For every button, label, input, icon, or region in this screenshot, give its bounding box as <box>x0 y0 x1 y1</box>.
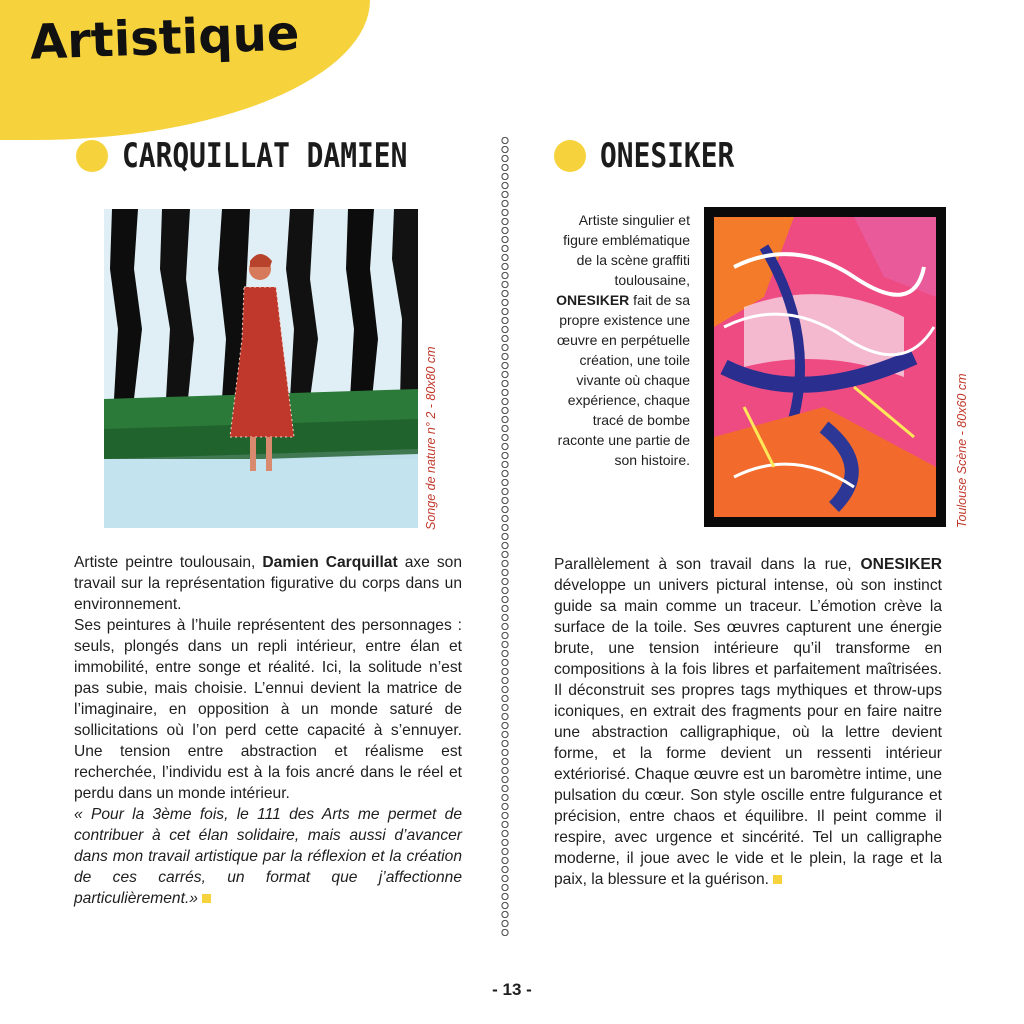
artwork-image-toulouse-scene <box>704 207 946 527</box>
artist-heading-right <box>554 136 764 176</box>
side-text-end: fait de sa propre existence une œuvre en perpétuelle création, une toile vivante où chaque expérience, chaque tracé de bombe raconte une partie de son histoire. <box>556 292 690 468</box>
quote-text: « Pour la 3ème fois, le 111 des Arts me permet de contribuer à cet élan solidaire, mais aussi d’avancer dans mon travail artistique par la réflexion et la création de ces carrés, un format que j’affectionne particulièrement.» <box>74 806 462 907</box>
end-square-icon <box>202 894 211 903</box>
left-paragraph: Ses peintures à l’huile représentent des personnages : seuls, plongés dans un repli intérieur, entre élan et immobilité, entre songe et réalité. Ici, la solitude n’est pas subie, mais choisie. L’ennui devient la matrice de l’imaginaire, en opposition à un monde saturé de sollicitations où l’on perd cette capacité à s’ennuyer. Une tension entre abstraction et réalisme est recherchée, l’individu est à la fois ancré dans le réel et perdu dans un monde intérieur. <box>74 617 462 802</box>
end-square-icon <box>773 875 782 884</box>
artwork-image-songe <box>104 209 418 528</box>
artist-name-bold: Damien Carquillat <box>262 554 398 571</box>
column-divider <box>498 136 512 936</box>
left-body <box>74 552 462 909</box>
artist-name: CARQUILLAT DAMIEN <box>122 136 408 176</box>
bullet-dot-icon <box>554 140 586 172</box>
intro-text-end: axe son travail sur la représentation figurative du corps dans un environnement. <box>74 554 463 613</box>
intro-text: Artiste peintre toulousain, <box>74 554 263 571</box>
artwork-caption-left: Songe de nature n° 2 - 80x80 cm <box>424 346 438 530</box>
bullet-dot-icon <box>76 140 108 172</box>
left-quote <box>74 804 462 909</box>
right-side-text <box>548 210 690 470</box>
artist-name-bold: ONESIKER <box>556 292 630 308</box>
left-intro <box>74 552 462 615</box>
artwork-caption-right: Toulouse Scène - 80x60 cm <box>955 373 969 528</box>
body-text: Parallèlement à son travail dans la rue, <box>554 556 861 573</box>
side-text: Artiste singulier et figure emblématique de la scène graffiti toulousaine, <box>563 212 690 288</box>
artist-name-bold: ONESIKER <box>860 556 942 573</box>
page-number: - 13 - <box>492 980 532 999</box>
artist-name: ONESIKER <box>600 136 735 176</box>
right-paragraph <box>554 554 942 890</box>
right-body <box>554 554 942 890</box>
artist-heading-left <box>76 136 470 176</box>
section-title: Artistique <box>29 5 301 71</box>
body-text-end: développe un univers pictural intense, où son instinct guide sa main comme un traceur. L’émotion crève la surface de la toile. Ses œuvres capturent une énergie brute, une tension intérieure qu’il transforme en compositions à la fois libres et parfaitement maîtrisées. Il déconstruit ses propres tags mythiques et throw-ups iconiques, en extrait des fragments pour en faire naitre une abstraction calligraphique, où la lettre devient forme, et la forme devient un ressenti intérieur extériorisé. Chaque œuvre est un baromètre intime, une pulsation du cœur. Son style oscille entre fulgurance et précision, entre chaos et équilibre. Il peint comme il respire, avec urgence et sincérité. Tel un calligraphe moderne, il joue avec le vide et le plein, la rage et la paix, la blessure et la guérison. <box>554 577 942 888</box>
